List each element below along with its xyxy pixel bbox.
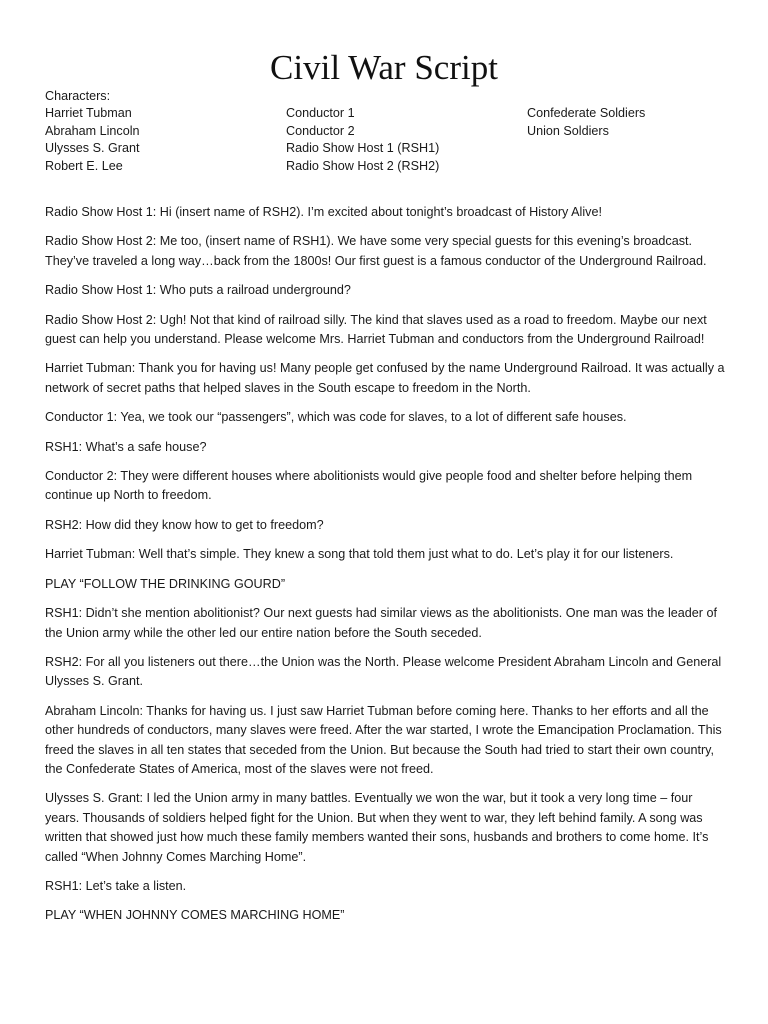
script-line: RSH1: Didn’t she mention abolitionist? Our next guests had similar views as the abolitionists. One man was the leader of the Union army while the other led our entire nation before the South seceded. — [45, 606, 718, 640]
characters-heading: Characters: — [45, 89, 111, 103]
script-line: RSH2: For all you listeners out there…the Union was the North. Please welcome President Abraham Lincoln and General Ulysses S. Grant. — [45, 654, 722, 689]
script-line: RSH2: How did they know how to get to freedom? — [45, 517, 324, 532]
stage-direction: PLAY “FOLLOW THE DRINKING GOURD” — [45, 576, 286, 591]
character-name: Conductor 1 — [286, 106, 355, 121]
characters-section — [45, 88, 735, 175]
script-body — [45, 203, 725, 936]
character-name: Abraham Lincoln — [45, 123, 140, 138]
characters-columns — [45, 105, 735, 175]
script-line: RSH1: What’s a safe house? — [45, 439, 207, 454]
character-name: Conductor 2 — [286, 123, 355, 138]
character-name: Robert E. Lee — [45, 158, 123, 173]
character-name: Union Soldiers — [527, 123, 609, 138]
script-line: Conductor 1: Yea, we took our “passengers”, which was code for slaves, to a lot of different safe houses. — [45, 410, 627, 425]
characters-column-2 — [286, 105, 439, 175]
character-name: Confederate Soldiers — [527, 106, 646, 121]
character-name: Ulysses S. Grant — [45, 141, 140, 156]
script-line: Harriet Tubman: Well that’s simple. They knew a song that told them just what to do. Let’s play it for our listeners. — [45, 547, 674, 562]
script-line: Conductor 2: They were different houses where abolitionists would give people food and shelter before helping them continue up North to freedom. — [45, 469, 693, 503]
character-name: Radio Show Host 2 (RSH2) — [286, 158, 440, 173]
characters-column-1 — [45, 105, 140, 175]
script-line: Ulysses S. Grant: I led the Union army in many battles. Eventually we won the war, but it took a very long time – four years. Thousands of soldiers helped fight for the Union. But when they went to war, they left behind family. A song was written that showed just how much these family members wanted their sons, husbands and brothers to come home. It’s called “When Johnny Comes Marching Home”. — [45, 791, 709, 864]
document-title: Civil War Script — [270, 48, 498, 87]
script-line: Radio Show Host 2: Ugh! Not that kind of railroad silly. The kind that slaves used as a road to freedom. Maybe our next guest can help you understand. Please welcome Mrs. Harriet Tubman and conductors from the Underground Railroad! — [45, 312, 707, 347]
script-line: Abraham Lincoln: Thanks for having us. I just saw Harriet Tubman before coming here. Thanks to her efforts and all the other hundreds of conductors, many slaves were freed. After the war started, I wrote the Emancipation Proclamation. This freed the slaves in all ten states that seceded from the Union. But because the South had tried to start their own country, the Confederate States of America, most of the slaves were not freed. — [45, 703, 722, 776]
script-line: RSH1: Let’s take a listen. — [45, 878, 187, 893]
character-name: Radio Show Host 1 (RSH1) — [286, 141, 440, 156]
script-line: Radio Show Host 2: Me too, (insert name of RSH1). We have some very special guests for this evening’s broadcast. They’ve traveled a long way…back from the 1800s! Our first guest is a famous conductor of the Underground Railroad. — [45, 234, 707, 268]
script-line: Harriet Tubman: Thank you for having us! Many people get confused by the name Underground Railroad. It was actually a network of secret paths that helped slaves in the South escape to freedom in the North. — [45, 361, 725, 395]
script-line: Radio Show Host 1: Hi (insert name of RSH2). I’m excited about tonight’s broadcast of History Alive! — [45, 205, 602, 219]
script-line: Radio Show Host 1: Who puts a railroad underground? — [45, 283, 351, 298]
character-name: Harriet Tubman — [45, 106, 132, 121]
characters-column-3 — [527, 105, 645, 140]
stage-direction: PLAY “WHEN JOHNNY COMES MARCHING HOME” — [45, 908, 345, 923]
